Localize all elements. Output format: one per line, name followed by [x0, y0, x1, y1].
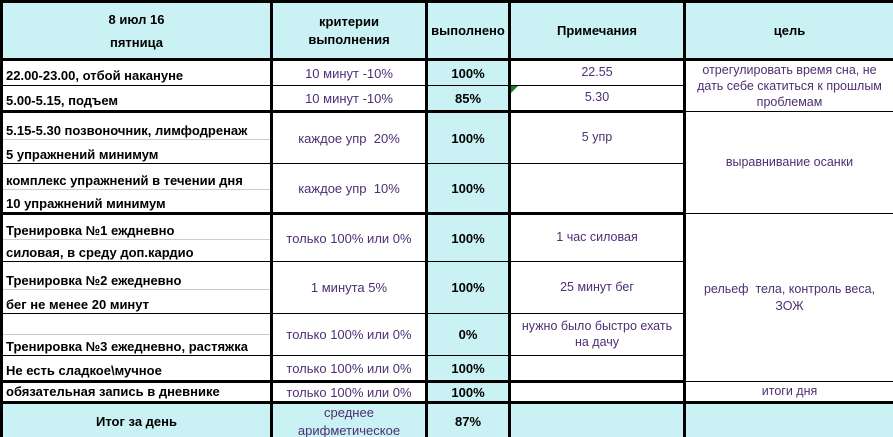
- goal-cell[interactable]: итоги дня: [685, 382, 893, 403]
- header-done-cell[interactable]: выполнено: [427, 2, 510, 60]
- criteria-cell[interactable]: 10 минут -10%: [272, 60, 427, 86]
- criteria-cell[interactable]: только 100% или 0%: [272, 214, 427, 262]
- header-weekday: пятница: [109, 34, 164, 50]
- table-row: [2, 214, 893, 262]
- note-cell[interactable]: 5 упр: [510, 112, 685, 164]
- note-cell[interactable]: 1 час силовая: [510, 214, 685, 262]
- criteria-cell[interactable]: 10 минут -10%: [272, 86, 427, 112]
- header-criteria-line1: критерии: [319, 13, 379, 29]
- header-criteria-cell[interactable]: [272, 2, 427, 60]
- table-row: [2, 112, 893, 164]
- done-cell[interactable]: 100%: [427, 262, 510, 314]
- criteria-cell[interactable]: только 100% или 0%: [272, 314, 427, 356]
- summary-criteria-line1: среднее: [324, 405, 374, 420]
- note-cell[interactable]: [510, 382, 685, 403]
- note-cell[interactable]: [510, 86, 685, 112]
- done-cell[interactable]: 85%: [427, 86, 510, 112]
- task-cell[interactable]: [2, 164, 272, 214]
- task-label: 10 упражнений минимум: [6, 196, 166, 211]
- task-label: Тренировка №3 ежедневно, растяжка: [6, 339, 248, 354]
- task-label: обязательная запись в дневнике: [6, 384, 220, 399]
- goal-cell[interactable]: рельеф тела, контроль веса, ЗОЖ: [685, 214, 893, 382]
- criteria-cell[interactable]: 1 минута 5%: [272, 262, 427, 314]
- criteria-cell[interactable]: только 100% или 0%: [272, 382, 427, 403]
- task-cell[interactable]: [2, 356, 272, 382]
- error-indicator-icon: [511, 86, 518, 93]
- done-cell[interactable]: 100%: [427, 356, 510, 382]
- done-cell[interactable]: 100%: [427, 164, 510, 214]
- header-goal-cell[interactable]: цель: [685, 2, 893, 60]
- summary-row: [2, 403, 893, 437]
- summary-goal-cell[interactable]: [685, 403, 893, 437]
- criteria-cell[interactable]: каждое упр 10%: [272, 164, 427, 214]
- task-label: бег не менее 20 минут: [6, 297, 150, 312]
- summary-label-cell[interactable]: Итог за день: [2, 403, 272, 437]
- header-date: 8 июл 16: [108, 11, 165, 27]
- task-label: 5.15-5.30 позвоночник, лимфодренаж: [3, 115, 270, 140]
- note-cell[interactable]: 25 минут бег: [510, 262, 685, 314]
- note-cell[interactable]: 22.55: [510, 60, 685, 86]
- task-label: 5 упражнений минимум: [6, 147, 159, 162]
- criteria-cell[interactable]: каждое упр 20%: [272, 112, 427, 164]
- task-label: Тренировка №2 ежедневно: [3, 265, 270, 290]
- note-text: 5.30: [584, 90, 610, 105]
- note-cell[interactable]: нужно было быстро ехать на дачу: [510, 314, 685, 356]
- table-row: [2, 382, 893, 403]
- done-cell[interactable]: 100%: [427, 382, 510, 403]
- task-label: Тренировка №1 еждневно: [3, 217, 270, 240]
- task-cell[interactable]: [2, 60, 272, 86]
- summary-criteria-cell[interactable]: [272, 403, 427, 437]
- task-cell[interactable]: [2, 262, 272, 314]
- empty-subrow: [3, 317, 270, 335]
- task-cell[interactable]: [2, 214, 272, 262]
- summary-done-cell[interactable]: 87%: [427, 403, 510, 437]
- table-row: [2, 60, 893, 86]
- criteria-cell[interactable]: только 100% или 0%: [272, 356, 427, 382]
- note-cell[interactable]: [510, 356, 685, 382]
- task-cell[interactable]: [2, 382, 272, 403]
- task-label: 5.00-5.15, подъем: [6, 93, 119, 108]
- done-cell[interactable]: 0%: [427, 314, 510, 356]
- header-criteria-line2: выполнения: [308, 31, 390, 47]
- header-row: [2, 2, 893, 60]
- header-notes-cell[interactable]: Примечания: [510, 2, 685, 60]
- task-label: Не есть сладкое\мучное: [6, 363, 162, 378]
- goal-cell[interactable]: выравнивание осанки: [685, 112, 893, 214]
- summary-criteria-line2: арифметическое: [297, 422, 401, 437]
- task-cell[interactable]: [2, 86, 272, 112]
- task-label: 22.00-23.00, отбой накануне: [6, 68, 184, 83]
- summary-note-cell[interactable]: [510, 403, 685, 437]
- task-label: силовая, в среду доп.кардио: [6, 245, 194, 260]
- task-cell[interactable]: [2, 112, 272, 164]
- task-label: комплекс упражнений в течении дня: [3, 166, 270, 190]
- header-date-cell[interactable]: [2, 2, 272, 60]
- done-cell[interactable]: 100%: [427, 60, 510, 86]
- note-cell[interactable]: [510, 164, 685, 214]
- done-cell[interactable]: 100%: [427, 214, 510, 262]
- goal-cell[interactable]: отрегулировать время сна, не дать себе скатиться к прошлым проблемам: [685, 60, 893, 112]
- done-cell[interactable]: 100%: [427, 112, 510, 164]
- task-cell[interactable]: [2, 314, 272, 356]
